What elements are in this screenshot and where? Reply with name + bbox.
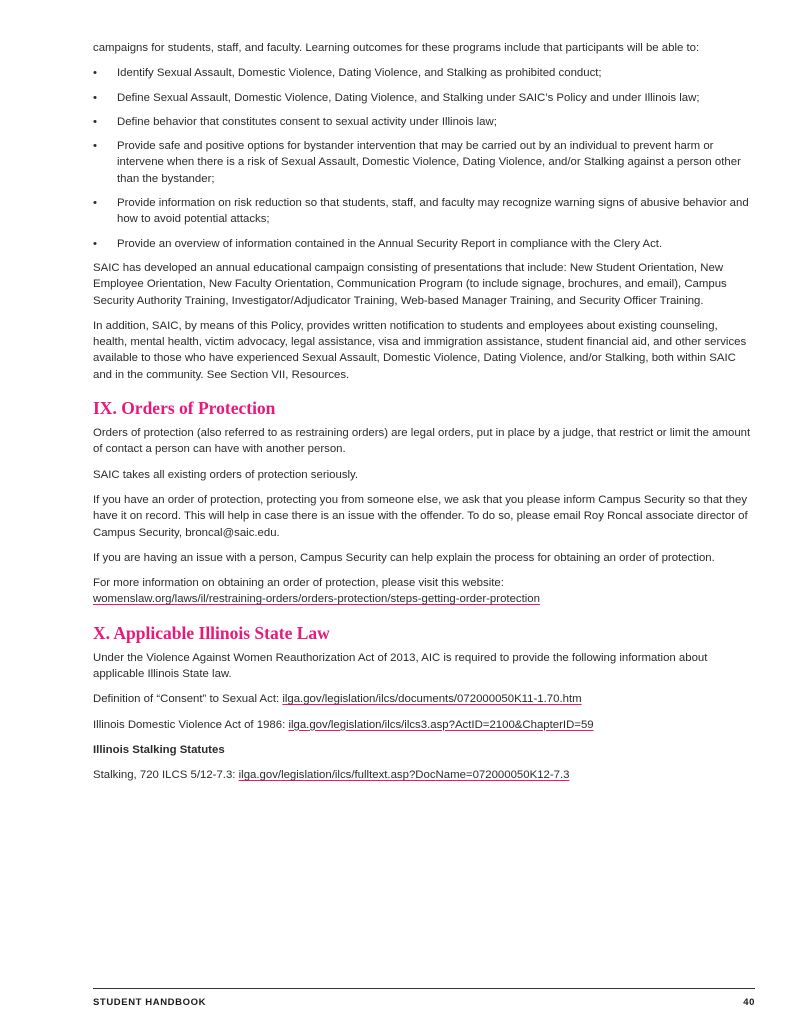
dv-label: Illinois Domestic Violence Act of 1986:	[93, 718, 289, 731]
more-info-text: For more information on obtaining an order of protection, please visit this website:	[93, 577, 504, 590]
orders-help-paragraph: If you are having an issue with a person, Campus Security can help explain the process for obtaining an order of protection.	[93, 551, 715, 564]
list-item-text: Define behavior that constitutes consent to sexual activity under Illinois law;	[117, 115, 497, 128]
bullet-icon: •	[93, 237, 97, 250]
orders-more-info-paragraph	[93, 575, 755, 608]
stalking-statutes-heading: Illinois Stalking Statutes	[93, 743, 225, 756]
stalking-statute-line	[93, 767, 755, 783]
list-item	[93, 114, 755, 130]
list-item-text: Define Sexual Assault, Domestic Violence, Dating Violence, and Stalking under SAIC’s Policy and under Illinois law;	[117, 91, 700, 104]
orders-inform-paragraph: If you have an order of protection, protecting you from someone else, we ask that you please inform Campus Security so that they have it on record. This will help in case there is an issue with the offender. To do so, please email Roy Roncal associate director of Campus Security, broncal@saic.edu.	[93, 493, 748, 539]
bullet-icon: •	[93, 140, 97, 153]
notification-paragraph: In addition, SAIC, by means of this Policy, provides written notification to students and employees about existing counseling, health, mental health, victim advocacy, legal assistance, visa and immigration assistance, student financial aid, and other services available to those who have experienced Sexual Assault, Domestic Violence, Dating Violence, and/or Stalking, both within SAIC and in the community. See Section VII, Resources.	[93, 319, 747, 381]
section-heading-orders-of-protection: IX. Orders of Protection	[93, 398, 276, 419]
consent-statute-link[interactable]: ilga.gov/legislation/ilcs/documents/072000050K11-1.70.htm	[282, 693, 582, 706]
orders-definition-paragraph: Orders of protection (also referred to as restraining orders) are legal orders, put in place by a judge, that restrict or limit the amount of contact a person can have with another person.	[93, 427, 751, 456]
list-item-text: Provide information on risk reduction so that students, staff, and faculty may recognize warning signs of abusive behavior and how to avoid potential attacks;	[117, 197, 749, 226]
list-item-text: Provide safe and positive options for bystander intervention that may be carried out by an individual to prevent harm or intervene when there is a risk of Sexual Assault, Domestic Violence, Dating Violence, and/or Stalking against a person other than the bystander;	[117, 140, 741, 185]
footer-divider	[93, 988, 755, 989]
vawa-paragraph: Under the Violence Against Women Reauthorization Act of 2013, AIC is required to provide the following information about applicable Illinois State law.	[93, 651, 708, 681]
bullet-icon: •	[93, 115, 97, 128]
stalking-statute-link[interactable]: ilga.gov/legislation/ilcs/fulltext.asp?DocName=072000050K12-7.3	[238, 769, 570, 782]
campaign-paragraph: SAIC has developed an annual educational campaign consisting of presentations that include: New Student Orientation, New Employee Orientation, New Faculty Orientation, Communication Program (to include signage, brochures, and email), Campus Security Authority Training, Investigator/Adjudicator Training, Web-based Manager Training, and Security Officer Training.	[93, 261, 727, 307]
orders-seriousness-paragraph: SAIC takes all existing orders of protection seriously.	[93, 468, 359, 481]
domestic-violence-act-line	[93, 717, 755, 733]
womenslaw-link[interactable]: womenslaw.org/laws/il/restraining-orders/orders-protection/steps-getting-order-protection	[93, 593, 540, 606]
dv-act-link[interactable]: ilga.gov/legislation/ilcs/ilcs3.asp?ActID=2100&ChapterID=59	[288, 718, 594, 731]
consent-label: Definition of “Consent” to Sexual Act:	[93, 693, 283, 706]
bullet-icon: •	[93, 197, 97, 210]
list-item	[93, 195, 755, 228]
list-item	[93, 90, 755, 106]
list-item	[93, 65, 755, 81]
intro-paragraph: campaigns for students, staff, and faculty. Learning outcomes for these programs include that participants will be able to:	[93, 42, 700, 54]
page-number: 40	[743, 997, 755, 1008]
stalking-label: Stalking, 720 ILCS 5/12-7.3:	[93, 769, 239, 782]
section-heading-illinois-law: X. Applicable Illinois State Law	[93, 622, 330, 643]
learning-outcomes-list	[93, 65, 755, 252]
list-item-text: Provide an overview of information contained in the Annual Security Report in compliance with the Clery Act.	[117, 237, 663, 250]
bullet-icon: •	[93, 91, 97, 104]
list-item	[93, 236, 755, 252]
list-item-text: Identify Sexual Assault, Domestic Violence, Dating Violence, and Stalking as prohibited conduct;	[117, 67, 602, 80]
footer-title: STUDENT HANDBOOK	[93, 997, 207, 1008]
bullet-icon: •	[93, 67, 97, 80]
page-content	[93, 40, 755, 793]
consent-definition-line	[93, 691, 755, 707]
list-item	[93, 138, 755, 187]
